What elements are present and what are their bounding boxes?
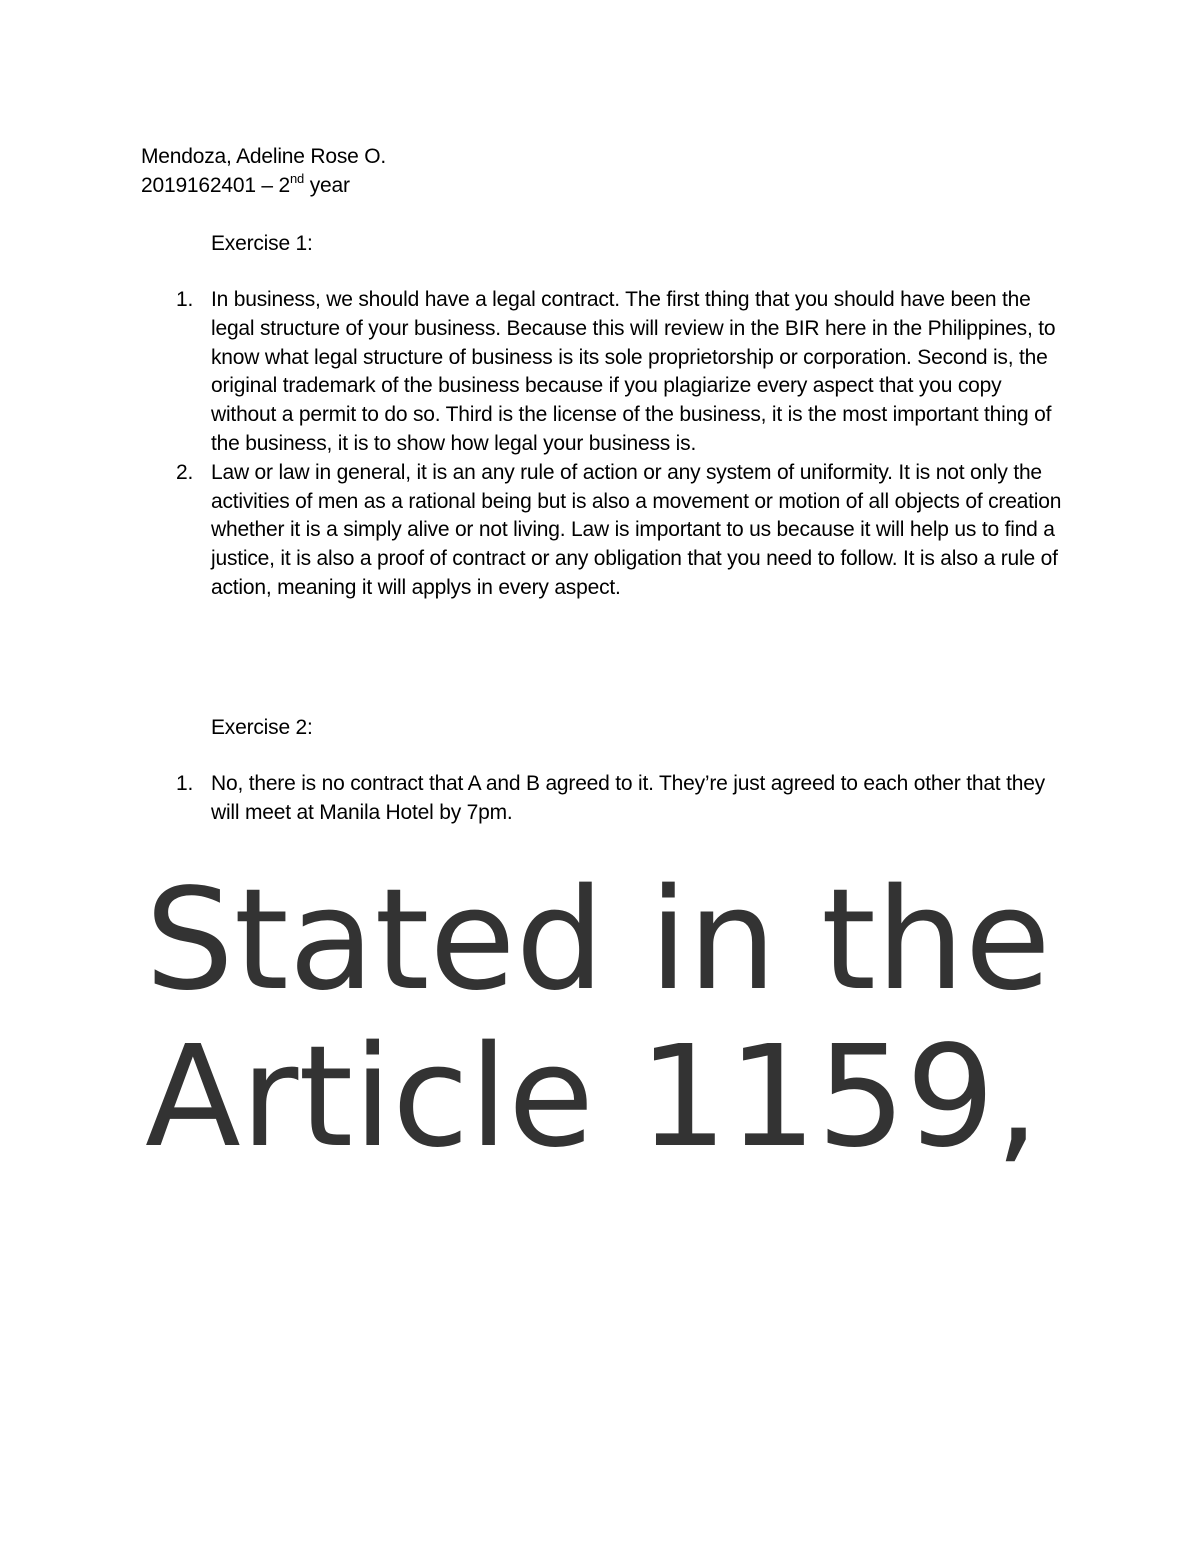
student-id-year	[141, 172, 350, 201]
list-item-text: In business, we should have a legal contract. The first thing that you should have been the legal structure of your business. Because this will review in the BIR here in the Philippines, to know what legal structure of business is its sole proprietorship or corporation. Second is, the original trademark of the business because if you plagiarize every aspect that you copy without a permit to do so. Third is the license of the business, it is the most important thing of the business, it is to show how legal your business is.	[211, 288, 1056, 455]
list-item-number: 1.	[176, 772, 194, 795]
exercise-1-list	[0, 286, 1062, 603]
list-item	[0, 770, 1045, 828]
exercise-2-heading: Exercise 2:	[211, 716, 313, 739]
list-item-number: 2.	[176, 460, 194, 484]
exercise-2-list	[0, 770, 1045, 828]
list-item	[0, 459, 1062, 603]
list-item-number: 1.	[176, 288, 194, 311]
exercise-1-heading: Exercise 1:	[211, 232, 313, 255]
list-item-text: No, there is no contract that A and B agreed to it. They’re just agreed to each other that they will meet at Manila Hotel by 7pm.	[211, 772, 1045, 824]
year-label: year	[304, 174, 350, 197]
list-item	[0, 286, 1056, 459]
list-item-text: Law or law in general, it is an any rule of action or any system of uniformity. It is not only the activities of men as a rational being but is also a movement or motion of all objects of creation whether it is a simply alive or not living. Law is important to us because it will help us to find a justice, it is also a proof of contract or any obligation that you need to follow. It is also a rule of action, meaning it will applys in every aspect.	[211, 460, 1062, 599]
year-ordinal-superscript: nd	[290, 171, 305, 186]
student-name: Mendoza, Adeline Rose O.	[141, 145, 387, 168]
student-id: 2019162401 – 2	[141, 174, 291, 197]
large-overlay-text: Stated in the Article 1159,	[145, 859, 1051, 1179]
